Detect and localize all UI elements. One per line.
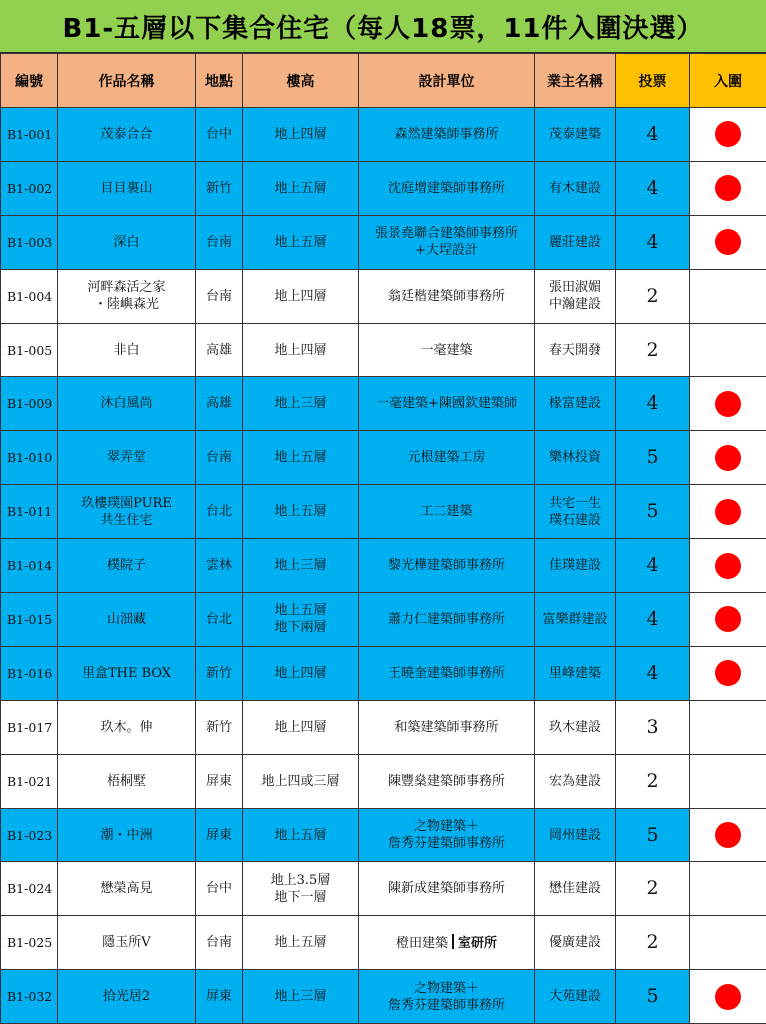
header-location: 地點 — [196, 54, 243, 108]
header-owner: 業主名稱 — [535, 54, 616, 108]
cell-line: 沐白風尚 — [100, 396, 153, 412]
cell-line: 地上四層 — [274, 288, 327, 304]
header-designer: 設計單位 — [359, 54, 535, 108]
cell-name — [58, 377, 196, 431]
cell-location: 屏東 — [196, 808, 243, 862]
cell-line: 富樂群建設 — [542, 611, 608, 627]
cell-designer — [359, 377, 535, 431]
cell-line: 大苑建設 — [548, 989, 601, 1005]
cell-line: 黎光樺建築師事務所 — [387, 558, 505, 574]
cell-code: B1-004 — [1, 269, 58, 323]
cell-votes: 4 — [616, 646, 690, 700]
cell-owner — [535, 108, 616, 162]
cell-line: 翠弄堂 — [106, 450, 146, 466]
cell-votes: 2 — [616, 269, 690, 323]
cell-owner — [535, 215, 616, 269]
cell-name — [58, 700, 196, 754]
header-floors: 樓高 — [243, 54, 359, 108]
cell-location: 台北 — [196, 485, 243, 539]
page-title: B1-五層以下集合住宅（每人18票，11件入圍決選） — [0, 0, 766, 53]
cell-location: 屏東 — [196, 970, 243, 1024]
cell-designer — [359, 862, 535, 916]
cell-line: 茂泰建築 — [548, 126, 601, 142]
cell-owner — [535, 970, 616, 1024]
cell-line: 地上四層 — [274, 719, 327, 735]
cell-floors — [243, 593, 359, 647]
cell-designer — [359, 754, 535, 808]
cell-owner — [535, 700, 616, 754]
cell-finalist — [690, 646, 766, 700]
cell-line: 張景堯聯合建築師事務所 — [374, 226, 518, 242]
cell-line: 工二建築 — [420, 504, 473, 520]
cell-finalist — [690, 593, 766, 647]
cell-line: 山沺藏 — [106, 611, 146, 627]
cell-code: B1-032 — [1, 970, 58, 1024]
cell-line: 玖樓璞園PURE — [81, 495, 172, 511]
cell-line: ・陸嶼森光 — [93, 297, 159, 313]
cell-line: 潮・中洲 — [100, 827, 153, 843]
cell-location: 台南 — [196, 431, 243, 485]
cell-name — [58, 646, 196, 700]
cell-owner — [535, 916, 616, 970]
cell-floors — [243, 108, 359, 162]
cell-owner — [535, 269, 616, 323]
cell-finalist — [690, 377, 766, 431]
separator-bar-icon — [452, 934, 454, 949]
cell-votes: 2 — [616, 862, 690, 916]
cell-finalist — [690, 161, 766, 215]
cell-code: B1-016 — [1, 646, 58, 700]
cell-floors — [243, 754, 359, 808]
cell-line: +大埕設計 — [415, 243, 478, 259]
finalist-dot-icon — [715, 391, 741, 417]
cell-location: 高雄 — [196, 323, 243, 377]
cell-line: 岡州建設 — [548, 827, 601, 843]
cell-line: 橙田建築 — [395, 935, 448, 951]
cell-floors — [243, 269, 359, 323]
cell-line: 宏為建設 — [548, 773, 601, 789]
cell-name — [58, 916, 196, 970]
cell-floors — [243, 215, 359, 269]
cell-designer — [359, 108, 535, 162]
cell-line: 王曉奎建築師事務所 — [387, 665, 505, 681]
cell-line: 樸院子 — [106, 558, 146, 574]
table-row — [1, 646, 766, 700]
header-code: 編號 — [1, 54, 58, 108]
cell-location: 台中 — [196, 108, 243, 162]
finalist-dot-icon — [715, 229, 741, 255]
cell-line: 地上五層 — [274, 603, 327, 619]
cell-votes: 2 — [616, 323, 690, 377]
cell-line: 和築建築師事務所 — [394, 719, 499, 735]
cell-floors — [243, 485, 359, 539]
cell-owner — [535, 593, 616, 647]
table-row — [1, 269, 766, 323]
cell-line: 陳豐燊建築師事務所 — [387, 773, 505, 789]
cell-line: 之物建築＋ — [413, 980, 479, 996]
finalist-dot-icon — [715, 660, 741, 686]
cell-line: 優廣建設 — [548, 935, 601, 951]
cell-code: B1-014 — [1, 539, 58, 593]
cell-line: 懋榮高見 — [100, 881, 153, 897]
cell-name — [58, 161, 196, 215]
table-row — [1, 593, 766, 647]
cell-votes: 3 — [616, 700, 690, 754]
cell-finalist — [690, 431, 766, 485]
cell-line: 隱玉所V — [102, 935, 151, 951]
cell-line: 地上五層 — [274, 504, 327, 520]
cell-code: B1-002 — [1, 161, 58, 215]
table-row — [1, 485, 766, 539]
cell-finalist — [690, 916, 766, 970]
cell-votes: 5 — [616, 485, 690, 539]
cell-floors — [243, 700, 359, 754]
cell-line: 里峰建築 — [548, 665, 601, 681]
cell-owner — [535, 539, 616, 593]
cell-floors — [243, 916, 359, 970]
cell-code: B1-024 — [1, 862, 58, 916]
cell-finalist — [690, 970, 766, 1024]
cell-code: B1-011 — [1, 485, 58, 539]
cell-floors — [243, 431, 359, 485]
cell-code: B1-023 — [1, 808, 58, 862]
cell-line: 共生住宅 — [100, 512, 153, 528]
finalist-dot-icon — [715, 606, 741, 632]
finalist-dot-icon — [715, 822, 741, 848]
cell-designer — [359, 269, 535, 323]
cell-owner — [535, 808, 616, 862]
cell-line: 樂林投資 — [548, 450, 601, 466]
cell-owner — [535, 485, 616, 539]
cell-line: 地上五層 — [274, 827, 327, 843]
table-row — [1, 215, 766, 269]
cell-location: 新竹 — [196, 646, 243, 700]
table-row — [1, 108, 766, 162]
cell-line: 拾光居2 — [102, 989, 151, 1005]
cell-location: 台北 — [196, 593, 243, 647]
cell-line: 地上五層 — [274, 180, 327, 196]
cell-code: B1-003 — [1, 215, 58, 269]
cell-location: 台南 — [196, 916, 243, 970]
cell-line: 佳璞建設 — [548, 558, 601, 574]
cell-finalist — [690, 323, 766, 377]
finalist-dot-icon — [715, 553, 741, 579]
cell-line: 中瀚建設 — [548, 297, 601, 313]
cell-designer — [359, 646, 535, 700]
finalist-dot-icon — [715, 175, 741, 201]
cell-line: 地上五層 — [274, 935, 327, 951]
cell-location: 新竹 — [196, 161, 243, 215]
table-row — [1, 539, 766, 593]
cell-location: 台南 — [196, 269, 243, 323]
cell-line: 有木建設 — [548, 180, 601, 196]
cell-name — [58, 539, 196, 593]
cell-line: 玖木建設 — [548, 719, 601, 735]
cell-floors — [243, 808, 359, 862]
cell-name — [58, 485, 196, 539]
cell-line: 之物建築＋ — [413, 819, 479, 835]
cell-line: 椽富建設 — [548, 396, 601, 412]
cell-votes: 4 — [616, 161, 690, 215]
cell-line: 地上3.5層 — [270, 872, 331, 888]
cell-location: 高雄 — [196, 377, 243, 431]
cell-votes: 2 — [616, 754, 690, 808]
cell-line: 地下一層 — [274, 889, 327, 905]
cell-votes: 5 — [616, 970, 690, 1024]
cell-designer — [359, 485, 535, 539]
cell-finalist — [690, 862, 766, 916]
header-name: 作品名稱 — [58, 54, 196, 108]
cell-name — [58, 323, 196, 377]
cell-line: 森然建築師事務所 — [394, 126, 499, 142]
table-row — [1, 377, 766, 431]
cell-finalist — [690, 700, 766, 754]
cell-line: 地上三層 — [274, 558, 327, 574]
cell-line: 里盒THE BOX — [81, 665, 172, 681]
cell-code: B1-017 — [1, 700, 58, 754]
cell-code: B1-015 — [1, 593, 58, 647]
cell-owner — [535, 754, 616, 808]
cell-location: 台中 — [196, 862, 243, 916]
cell-line: 一毫建築 — [420, 342, 473, 358]
cell-code: B1-010 — [1, 431, 58, 485]
cell-line: 地上五層 — [274, 450, 327, 466]
cell-votes: 4 — [616, 377, 690, 431]
cell-line: 詹秀芬建築師事務所 — [387, 997, 505, 1013]
cell-owner — [535, 431, 616, 485]
cell-line: 共宅一生 — [548, 495, 601, 511]
cell-designer — [359, 916, 535, 970]
cell-floors — [243, 377, 359, 431]
table-row — [1, 970, 766, 1024]
cell-floors — [243, 646, 359, 700]
cell-owner — [535, 377, 616, 431]
table-row — [1, 323, 766, 377]
cell-votes: 4 — [616, 215, 690, 269]
cell-line: 非白 — [113, 342, 140, 358]
cell-finalist — [690, 485, 766, 539]
cell-name — [58, 970, 196, 1024]
cell-code: B1-021 — [1, 754, 58, 808]
cell-line: 詹秀芬建築師事務所 — [387, 836, 505, 852]
cell-name — [58, 108, 196, 162]
header-row — [1, 54, 766, 108]
cell-name — [58, 593, 196, 647]
cell-line: 地上四層 — [274, 665, 327, 681]
cell-designer — [359, 539, 535, 593]
cell-finalist — [690, 215, 766, 269]
cell-line: 地上五層 — [274, 234, 327, 250]
cell-line: 蕭力仁建築師事務所 — [387, 611, 505, 627]
cell-floors — [243, 161, 359, 215]
cell-designer — [359, 323, 535, 377]
finalist-dot-icon — [715, 499, 741, 525]
cell-code: B1-009 — [1, 377, 58, 431]
cell-owner — [535, 862, 616, 916]
cell-code: B1-005 — [1, 323, 58, 377]
cell-location: 屏東 — [196, 754, 243, 808]
cell-line: 地上四層 — [274, 342, 327, 358]
header-finalist: 入圍 — [690, 54, 766, 108]
cell-name — [58, 215, 196, 269]
cell-votes: 5 — [616, 431, 690, 485]
cell-name — [58, 754, 196, 808]
cell-designer — [359, 700, 535, 754]
table-body — [1, 108, 766, 1024]
cell-designer — [359, 808, 535, 862]
cell-line: 沈庭增建築師事務所 — [387, 180, 505, 196]
cell-line: 地上三層 — [274, 396, 327, 412]
cell-line: 春天開發 — [548, 342, 601, 358]
results-table — [0, 53, 766, 1024]
cell-votes: 2 — [616, 916, 690, 970]
cell-line: 地上四或三層 — [261, 773, 340, 789]
cell-name — [58, 431, 196, 485]
cell-line: 室研所 — [458, 935, 498, 951]
cell-designer — [359, 593, 535, 647]
cell-line: 麗莊建設 — [548, 234, 601, 250]
finalist-dot-icon — [715, 984, 741, 1010]
cell-location: 雲林 — [196, 539, 243, 593]
cell-designer — [359, 215, 535, 269]
cell-owner — [535, 323, 616, 377]
cell-code: B1-025 — [1, 916, 58, 970]
cell-finalist — [690, 108, 766, 162]
cell-line: 翁廷楷建築師事務所 — [387, 288, 505, 304]
cell-name — [58, 269, 196, 323]
cell-name — [58, 808, 196, 862]
cell-votes: 4 — [616, 593, 690, 647]
cell-line: 梧桐墅 — [106, 773, 146, 789]
finalist-dot-icon — [715, 121, 741, 147]
cell-floors — [243, 539, 359, 593]
table-row — [1, 754, 766, 808]
cell-line: 地上三層 — [274, 989, 327, 1005]
cell-designer — [359, 161, 535, 215]
cell-line: 陳新成建築師事務所 — [387, 881, 505, 897]
cell-line: 元根建築工房 — [407, 450, 486, 466]
cell-votes: 4 — [616, 108, 690, 162]
cell-line: 深白 — [113, 234, 140, 250]
finalist-dot-icon — [715, 445, 741, 471]
cell-owner — [535, 646, 616, 700]
table-row — [1, 161, 766, 215]
cell-votes: 4 — [616, 539, 690, 593]
table-row — [1, 431, 766, 485]
cell-floors — [243, 862, 359, 916]
cell-finalist — [690, 269, 766, 323]
cell-line: 懋佳建設 — [548, 881, 601, 897]
cell-line: 玖木。伸 — [100, 719, 153, 735]
table-row — [1, 808, 766, 862]
cell-votes: 5 — [616, 808, 690, 862]
table-row — [1, 916, 766, 970]
header-votes: 投票 — [616, 54, 690, 108]
cell-location: 台南 — [196, 215, 243, 269]
cell-code: B1-001 — [1, 108, 58, 162]
cell-line: 河畔森活之家 — [87, 280, 166, 296]
cell-finalist — [690, 808, 766, 862]
cell-line: 地上四層 — [274, 126, 327, 142]
cell-finalist — [690, 539, 766, 593]
cell-designer — [359, 431, 535, 485]
cell-line: 張田淑媚 — [548, 280, 601, 296]
cell-line: 目目裏山 — [100, 180, 153, 196]
cell-designer — [359, 970, 535, 1024]
cell-location: 新竹 — [196, 700, 243, 754]
cell-owner — [535, 161, 616, 215]
cell-line: 地下兩層 — [274, 620, 327, 636]
cell-name — [58, 862, 196, 916]
cell-line: 一毫建築+陳國欽建築師 — [376, 396, 517, 412]
cell-line: 璞石建設 — [548, 512, 601, 528]
cell-floors — [243, 323, 359, 377]
table-row — [1, 700, 766, 754]
cell-floors — [243, 970, 359, 1024]
cell-line: 茂泰合合 — [100, 126, 153, 142]
table-row — [1, 862, 766, 916]
cell-finalist — [690, 754, 766, 808]
